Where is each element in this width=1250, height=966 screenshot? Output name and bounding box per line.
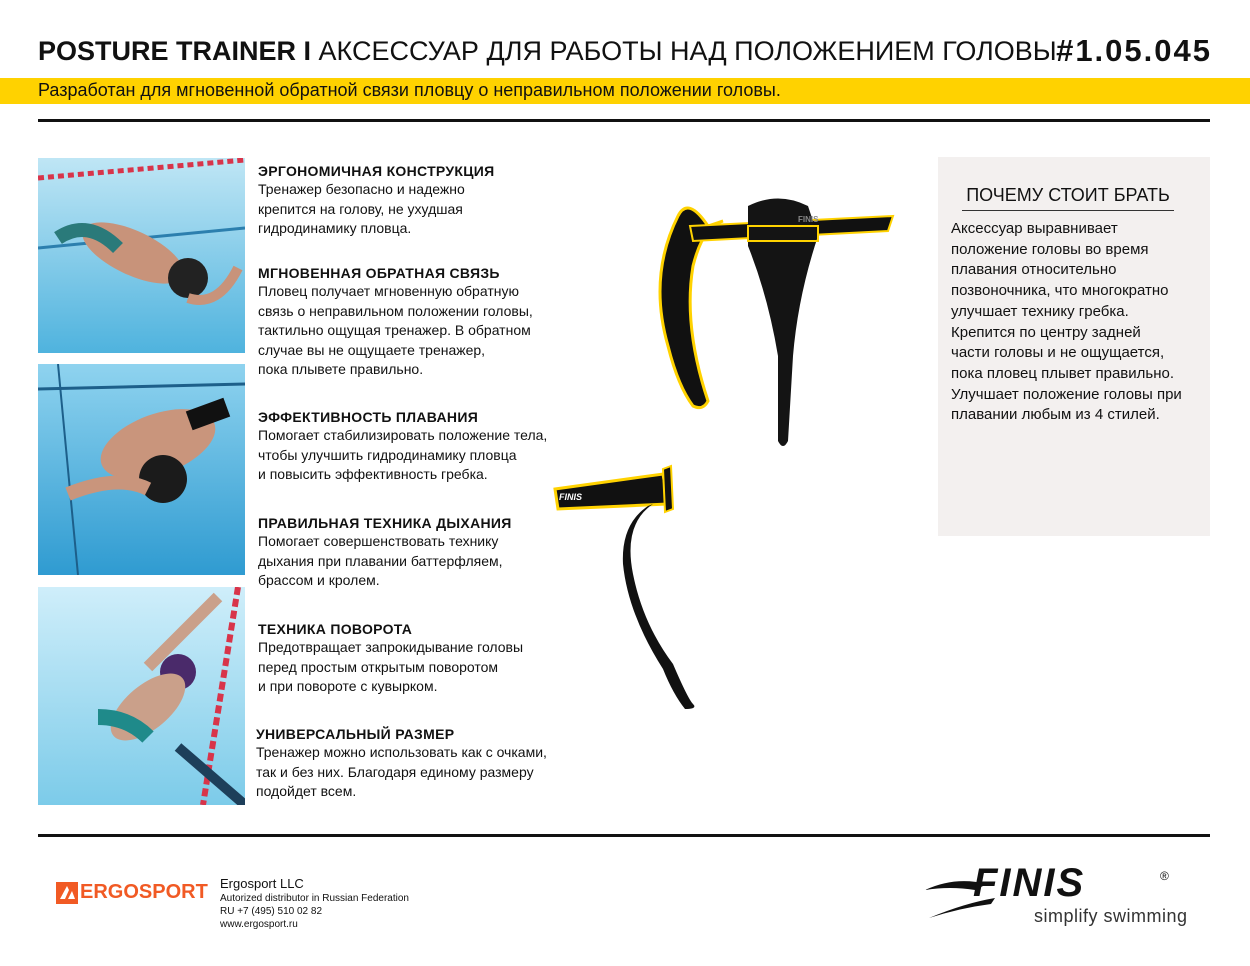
- distributor-info: [220, 876, 409, 931]
- feature-instant-feedback: [258, 264, 578, 380]
- why-title: ПОЧЕМУ СТОИТ БРАТЬ: [962, 185, 1174, 211]
- ergosport-emblem-icon: [56, 882, 78, 904]
- swimmer-photo-3: [38, 587, 245, 805]
- why-box: [938, 157, 1210, 536]
- swimmer-photo-2: [38, 364, 245, 575]
- feature-title: МГНОВЕННАЯ ОБРАТНАЯ СВЯЗЬ: [258, 265, 500, 281]
- feature-title: ПРАВИЛЬНАЯ ТЕХНИКА ДЫХАНИЯ: [258, 515, 512, 531]
- top-divider: [38, 119, 1210, 122]
- feature-text: Помогает стабилизировать положение тела, чтобы улучшить гидродинамику пловца и повысить эффективность гребка.: [258, 427, 548, 482]
- feature-text: Предотвращает запрокидывание головы перед простым открытым поворотом и при повороте с кувырком.: [258, 639, 524, 694]
- feature-title: ТЕХНИКА ПОВОРОТА: [258, 621, 413, 637]
- feature-breathing: [258, 514, 578, 591]
- registered-mark: ®: [1160, 869, 1169, 883]
- subtitle: Разработан для мгновенной обратной связи пловцу о неправильном положении головы.: [38, 80, 781, 100]
- feature-turn-technique: [258, 620, 578, 697]
- feature-text: Пловец получает мгновенную обратную связь о неправильном положении головы, тактильно ощущая тренажер. В обратном случае вы не ощущаете тренажер, пока плывете правильно.: [258, 283, 533, 377]
- feature-title: УНИВЕРСАЛЬНЫЙ РАЗМЕР: [256, 726, 455, 742]
- feature-title: ЭФФЕКТИВНОСТЬ ПЛАВАНИЯ: [258, 409, 479, 425]
- why-text: Аксессуар выравнивает положение головы во время плавания относительно позвоночника, что многократно улучшает технику гребка. Крепится по центру задней части головы и не ощущается, пока пловец плывет правильно. Улучшает положение головы при плавании любым из 4 стилей.: [951, 220, 1182, 424]
- product-description: АКСЕССУАР ДЛЯ РАБОТЫ НАД ПОЛОЖЕНИЕМ ГОЛОВЫ: [311, 36, 1057, 66]
- feature-efficiency: [258, 408, 578, 485]
- feature-universal-size: [256, 725, 576, 802]
- page-title: [38, 36, 1057, 67]
- feature-title: ЭРГОНОМИЧНАЯ КОНСТРУКЦИЯ: [258, 163, 495, 179]
- strap-logo: FINIS: [559, 492, 583, 502]
- finis-tagline: simplify swimming: [1034, 906, 1188, 926]
- bottom-divider: [38, 834, 1210, 837]
- posture-trainer-front-view: [648, 186, 898, 461]
- feature-ergonomic: [258, 162, 578, 239]
- feature-text: Помогает совершенствовать технику дыхания при плавании баттерфляем, брассом и кролем.: [258, 533, 503, 588]
- strap-logo: FINIS: [798, 215, 819, 224]
- finis-wordmark: FINIS: [973, 861, 1086, 905]
- distributor-line: Autorized distributor in Russian Federation: [220, 893, 409, 904]
- company-name: Ergosport LLC: [220, 876, 304, 891]
- website: www.ergosport.ru: [220, 919, 298, 930]
- feature-text: Тренажер можно использовать как с очками, так и без них. Благодаря единому размеру подойдет всем.: [256, 744, 547, 799]
- product-name: POSTURE TRAINER I: [38, 36, 312, 66]
- ergosport-logo: [56, 881, 208, 904]
- article-number: #1.05.045: [1056, 33, 1212, 68]
- swimmer-photo-1: [38, 158, 245, 353]
- feature-text: Тренажер безопасно и надежно крепится на голову, не ухудшая гидродинамику пловца.: [258, 181, 465, 236]
- phone: RU +7 (495) 510 02 82: [220, 906, 323, 917]
- posture-trainer-side-view: [553, 464, 703, 719]
- ergosport-logo-text: ERGOSPORT: [80, 881, 208, 903]
